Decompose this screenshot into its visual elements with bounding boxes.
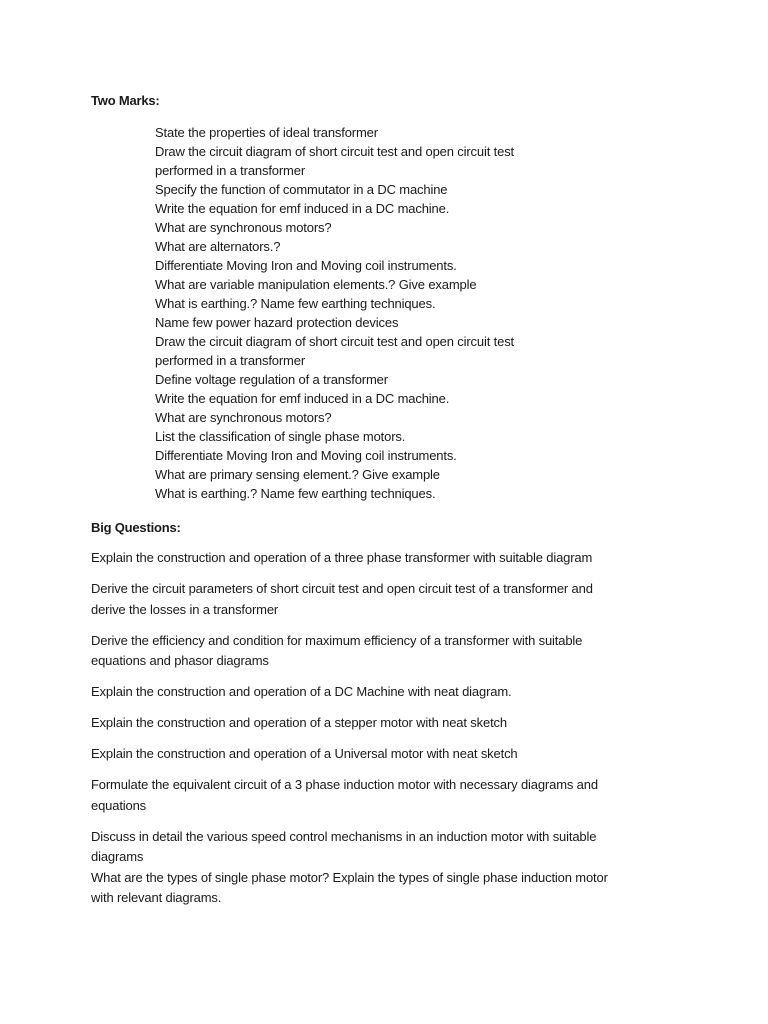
question-item: What are the types of single phase motor? Explain the types of single phase induction motor with relevant diagrams. — [91, 869, 608, 905]
question-item: Explain the construction and operation of a stepper motor with neat sketch — [91, 715, 507, 730]
question-item: Formulate the equivalent circuit of a 3 phase induction motor with necessary diagrams and equations — [91, 777, 598, 813]
list-item: Differentiate Moving Iron and Moving coil instruments. — [155, 258, 457, 273]
list-item: What is earthing.? Name few earthing techniques. — [155, 486, 436, 501]
list-item: What are synchronous motors? — [155, 410, 332, 425]
list-item: Name few power hazard protection devices — [155, 315, 399, 330]
big-questions-heading: Big Questions: — [91, 520, 181, 535]
list-item: performed in a transformer — [155, 353, 305, 368]
question-item: Explain the construction and operation of a Universal motor with neat sketch — [91, 746, 518, 761]
list-item: Write the equation for emf induced in a DC machine. — [155, 201, 450, 216]
list-item: What are alternators.? — [155, 239, 281, 254]
question-item: Derive the circuit parameters of short circuit test and open circuit test of a transformer and derive the losses in a transformer — [91, 581, 593, 617]
question-item: Explain the construction and operation of a three phase transformer with suitable diagram — [91, 550, 593, 565]
list-item: What is earthing.? Name few earthing techniques. — [155, 296, 436, 311]
list-item: List the classification of single phase motors. — [155, 429, 406, 444]
list-item: Specify the function of commutator in a DC machine — [155, 182, 448, 197]
question-item: Explain the construction and operation of a DC Machine with neat diagram. — [91, 684, 512, 699]
list-item: performed in a transformer — [155, 163, 305, 178]
list-item: State the properties of ideal transformer — [155, 125, 378, 140]
list-item: Define voltage regulation of a transformer — [155, 372, 388, 387]
list-item: What are synchronous motors? — [155, 220, 332, 235]
list-item: Draw the circuit diagram of short circuit test and open circuit test — [155, 144, 515, 159]
list-item: Draw the circuit diagram of short circuit test and open circuit test — [155, 334, 515, 349]
list-item: What are primary sensing element.? Give example — [155, 467, 440, 482]
big-questions-list — [91, 548, 691, 919]
list-item: What are variable manipulation elements.? Give example — [155, 277, 477, 292]
question-item: Derive the efficiency and condition for maximum efficiency of a transformer with suitable equations and phasor diagrams — [91, 632, 583, 668]
question-item: Discuss in detail the various speed control mechanisms in an induction motor with suitable diagrams — [91, 828, 597, 864]
list-item: Write the equation for emf induced in a DC machine. — [155, 391, 450, 406]
two-marks-heading: Two Marks: — [91, 93, 160, 108]
list-item: Differentiate Moving Iron and Moving coil instruments. — [155, 448, 457, 463]
two-marks-list — [155, 123, 675, 503]
